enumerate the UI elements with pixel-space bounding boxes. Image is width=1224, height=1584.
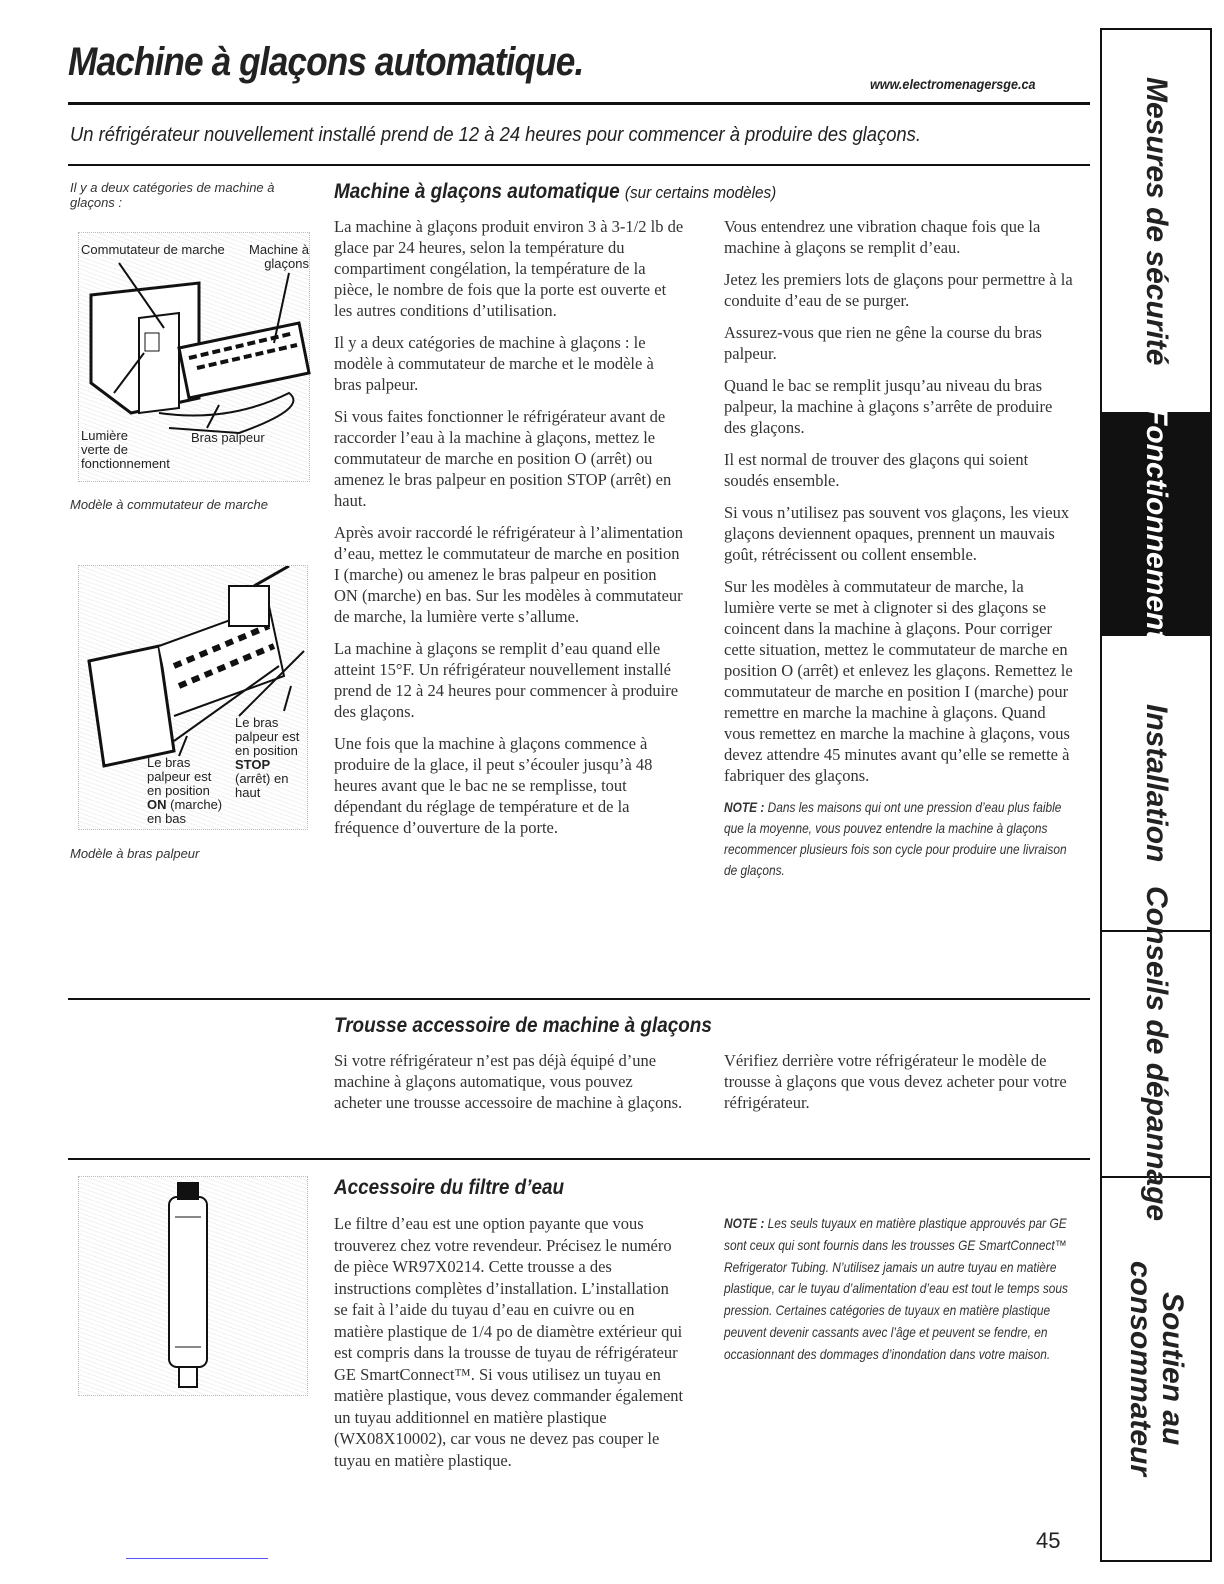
tab-label: Installation bbox=[1140, 703, 1173, 863]
figure-label: Machine à glaçons bbox=[249, 242, 309, 271]
note-text: Dans les maisons qui ont une pression d’eau plus faible que la moyenne, vous pouvez entendre la machine à glaçons recommencer plusieurs fois son cycle pour produire une livraison de glaçons. bbox=[724, 799, 1067, 878]
tab-label: Fonctionnement bbox=[1140, 407, 1173, 641]
paragraph: Si vous faites fonctionner le réfrigérateur avant de raccorder l’eau à la machine à glaçons, mettez le commutateur de marche en position O (arrêt) ou amenez le bras palpeur en position STOP (arrêt) en haut. bbox=[334, 407, 672, 510]
paragraph: Il y a deux catégories de machine à glaçons : le modèle à commutateur de marche et le modèle à bras palpeur. bbox=[334, 333, 654, 394]
tab-conseils-de-depannage[interactable] bbox=[1102, 886, 1210, 1222]
sidebar-intro: Il y a deux catégories de machine à glaçons : bbox=[70, 180, 275, 210]
figure-label: Commutateur de marche bbox=[81, 242, 225, 257]
divider bbox=[68, 102, 1090, 105]
paragraph: La machine à glaçons se remplit d’eau quand elle atteint 15°F. Un réfrigérateur nouvellement installé prend de 12 à 24 heures pour commencer à produire des glaçons. bbox=[334, 639, 679, 721]
paragraph: Sur les modèles à commutateur de marche, la lumière verte se met à clignoter si des glaçons se coincent dans la machine à glaçons. Pour corriger cette situation, mettez le commutateur de marche en position O (arrêt) et enlevez les glaçons. Remettez le commutateur de marche en position I (marche) pour remettre en marche la machine à glaçons. Quand vous remettez en marche la machine à glaçons, vous devez attendre 45 minutes avant qu’elle se remette à fabriquer des glaçons. bbox=[724, 577, 1073, 785]
figure-caption: Modèle à bras palpeur bbox=[70, 846, 200, 861]
figure-label: Bras palpeur bbox=[191, 430, 265, 445]
tab-soutien-au-consommateur[interactable] bbox=[1102, 1178, 1210, 1560]
water-filter-illustration bbox=[79, 1177, 309, 1397]
figure-label: (arrêt) en haut bbox=[235, 771, 289, 800]
note-text: Les seuls tuyaux en matière plastique approuvés par GE sont ceux qui sont fournis dans les trousses GE SmartConnect™ Refrigerator Tubing. N’utilisez jamais un autre tuyau en matière plastique, car le tuyau d’alimentation d’eau est tout le temps sous pression. Certaines catégories de tuyaux en matière plastique peuvent devenir cassants avec l’âge et peuvent se fendre, en occasionnant des dommages d’inondation dans votre maison. bbox=[724, 1215, 1068, 1362]
section-title-note: (sur certains modèles) bbox=[624, 183, 777, 202]
section-title: Trousse accessoire de machine à glaçons bbox=[334, 1014, 712, 1037]
section-title: Machine à glaçons automatique bbox=[334, 180, 620, 203]
figure-label: Le bras palpeur est en position bbox=[235, 715, 300, 758]
tab-label: Conseils de dépannage bbox=[1140, 886, 1173, 1222]
section1-column1 bbox=[334, 216, 684, 849]
paragraph: La machine à glaçons produit environ 3 à 3-1/2 lb de glace par 24 heures, selon la température du compartiment congélation, la température de la pièce, le nombre de fois que la porte est ouverte et les autres conditions d’utilisation. bbox=[334, 217, 684, 320]
tab-fonctionnement[interactable] bbox=[1102, 407, 1210, 641]
note bbox=[724, 1213, 1090, 1366]
paragraph: Assurez-vous que rien ne gêne la course du bras palpeur. bbox=[724, 323, 1042, 363]
on-position-label-group bbox=[147, 756, 229, 826]
paragraph: Si vous n’utilisez pas souvent vos glaçons, les vieux glaçons deviennent opaques, prennent un mauvais goût, rétrécissent ou collent ensemble. bbox=[724, 503, 1070, 564]
paragraph: Quand le bac se remplit jusqu’au niveau du bras palpeur, la machine à glaçons s’arrête de produire des glaçons. bbox=[724, 376, 1053, 437]
page-number: 45 bbox=[1036, 1528, 1061, 1553]
figure-label: Lumière verte de fonctionnement bbox=[81, 428, 170, 471]
paragraph: Une fois que la machine à glaçons commence à produire de la glace, il peut s’écouler jusqu’à 48 heures avant que le bac ne se remplisse, tout dépendant du réglage de température et de la fréquence d’ouverture de la porte. bbox=[334, 734, 653, 837]
divider bbox=[68, 164, 1090, 166]
figure-label: (marche) en bas bbox=[147, 797, 223, 826]
divider bbox=[68, 998, 1090, 1000]
footer-line bbox=[126, 1558, 268, 1559]
figure-label: Le bras palpeur est en position bbox=[147, 755, 212, 798]
divider bbox=[68, 1158, 1090, 1160]
paragraph: Le filtre d’eau est une option payante que vous trouverez chez votre revendeur. Précisez le numéro de pièce WR97X0214. Cette trousse a des instructions complètes d’installation. L’installation se fait à l’aide du tuyau d’eau en cuivre ou en matière plastique de 1/4 po de diamètre extérieur qui est compris dans la trousse de tuyau de réfrigérateur GE SmartConnect™. Si vous utilisez un tuyau en matière plastique, vous devez commander également un tuyau additionnel en matière plastique (WX08X10002), car vous ne devez pas couper le tuyau en matière plastique. bbox=[334, 1214, 684, 1470]
stop-position-label-group bbox=[235, 716, 307, 800]
section-tabs bbox=[1100, 28, 1212, 1562]
paragraph: Si votre réfrigérateur n’est pas déjà équipé d’une machine à glaçons automatique, vous pouvez acheter une trousse accessoire de machine à glaçons. bbox=[334, 1051, 683, 1112]
figure-caption: Modèle à commutateur de marche bbox=[70, 497, 268, 512]
tab-mesures-de-securite[interactable] bbox=[1102, 30, 1210, 414]
paragraph: Jetez les premiers lots de glaçons pour permettre à la conduite d’eau de se purger. bbox=[724, 270, 1073, 310]
section1-column2 bbox=[724, 216, 1074, 881]
website-link[interactable]: www.electromenagersge.ca bbox=[870, 76, 1036, 92]
paragraph: Il est normal de trouver des glaçons qui soient soudés ensemble. bbox=[724, 450, 1029, 490]
figure-label: STOP bbox=[235, 757, 271, 772]
paragraph: Vous entendrez une vibration chaque fois que la machine à glaçons se remplit d’eau. bbox=[724, 217, 1041, 257]
figure-label: ON bbox=[147, 797, 167, 812]
note-label: NOTE : bbox=[724, 1215, 765, 1231]
subtitle: Un réfrigérateur nouvellement installé prend de 12 à 24 heures pour commencer à produire des glaçons. bbox=[70, 124, 921, 146]
ice-maker-switch-figure bbox=[78, 232, 310, 482]
paragraph: Après avoir raccordé le réfrigérateur à l’alimentation d’eau, mettez le commutateur de marche en position I (marche) ou amenez le bras palpeur en position ON (marche) en bas. Sur les modèles à commutateur de marche, la lumière verte s’allume. bbox=[334, 523, 684, 626]
note bbox=[724, 797, 1081, 881]
page-title: Machine à glaçons automatique. bbox=[68, 40, 584, 84]
tab-label: Mesures de sécurité bbox=[1140, 76, 1173, 366]
paragraph: Vérifiez derrière votre réfrigérateur le modèle de trousse à glaçons que vous devez acheter pour votre réfrigérateur. bbox=[724, 1051, 1067, 1112]
section-title: Accessoire du filtre d’eau bbox=[334, 1176, 565, 1199]
section-heading bbox=[334, 180, 776, 204]
ice-maker-arm-figure bbox=[78, 565, 308, 830]
note-label: NOTE : bbox=[724, 799, 765, 815]
water-filter-figure bbox=[78, 1176, 308, 1396]
tab-label: Soutien au consommateur bbox=[1124, 1261, 1189, 1477]
